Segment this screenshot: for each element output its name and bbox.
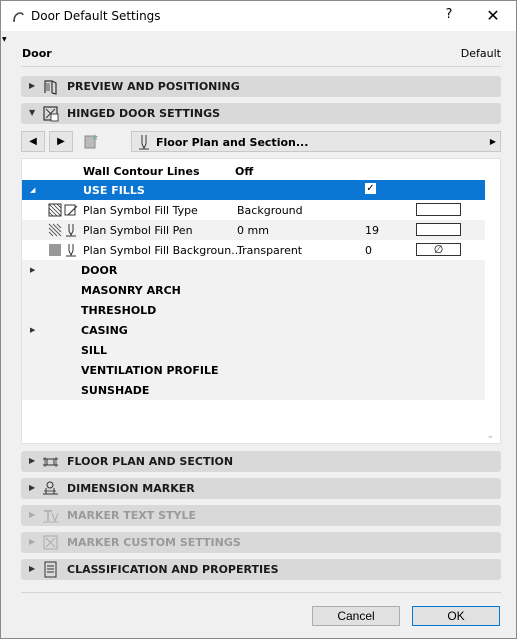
favorites-icon[interactable] (79, 131, 103, 152)
list-item[interactable] (22, 260, 485, 280)
panel-dimension-marker[interactable] (21, 478, 501, 499)
classification-icon (42, 561, 59, 578)
door-settings-icon (42, 105, 59, 122)
text-style-icon (42, 507, 59, 524)
pen-number[interactable]: 19 (365, 224, 379, 237)
close-button[interactable]: ✕ (486, 6, 500, 25)
window-title: Door Default Settings (31, 9, 161, 23)
expand-arrow-icon[interactable]: ▶ (30, 326, 36, 334)
group-label: SILL (81, 344, 108, 357)
row-value[interactable]: 0 mm (237, 224, 269, 237)
settings-mode-label: Default (460, 47, 501, 60)
panel-floor-plan-and-section[interactable] (21, 451, 501, 472)
row-label: Plan Symbol Fill Backgroun... (83, 244, 242, 257)
panel-title: MARKER CUSTOM SETTINGS (67, 536, 241, 549)
ok-button[interactable]: OK (412, 606, 500, 626)
row-label: Plan Symbol Fill Type (83, 204, 198, 217)
door-preview-icon (42, 78, 59, 95)
list-item-use-fills[interactable] (22, 180, 485, 200)
use-fills-checkbox[interactable]: ✓ (366, 183, 375, 194)
group-label: CASING (81, 324, 128, 337)
collapse-marker-icon: ▼ (2, 36, 7, 43)
previous-page-button[interactable]: ◀ (21, 131, 45, 152)
list-item[interactable] (22, 200, 485, 220)
panel-title: MARKER TEXT STYLE (67, 509, 197, 522)
fill-background-icon (48, 243, 80, 257)
list-item[interactable] (22, 300, 485, 320)
list-item[interactable] (22, 320, 485, 340)
row-label: USE FILLS (83, 184, 145, 197)
help-button[interactable]: ? (445, 7, 453, 22)
element-type-label: Door (22, 47, 52, 60)
expand-arrow-icon[interactable]: ▶ (29, 483, 36, 492)
expand-arrow-icon[interactable]: ▶ (29, 537, 36, 546)
list-item[interactable] (22, 280, 485, 300)
cancel-button[interactable]: Cancel (312, 606, 400, 626)
floor-plan-icon (42, 453, 59, 470)
scroll-down-arrow-icon[interactable]: ⌄ (486, 431, 494, 441)
list-item[interactable] (22, 240, 485, 260)
footer-divider (21, 592, 501, 593)
pen-icon (138, 134, 150, 150)
dropdown-label: Floor Plan and Section... (156, 136, 309, 149)
group-label: VENTILATION PROFILE (81, 364, 219, 377)
row-label: Wall Contour Lines (83, 165, 200, 178)
custom-settings-icon (42, 534, 59, 551)
group-label: THRESHOLD (81, 304, 157, 317)
panel-title: HINGED DOOR SETTINGS (67, 107, 221, 120)
fill-swatch[interactable] (416, 203, 461, 216)
page-selector-dropdown[interactable] (131, 131, 501, 152)
panel-preview-and-positioning[interactable] (21, 76, 501, 97)
panel-classification-and-properties[interactable] (21, 559, 501, 580)
archicad-app-icon (11, 9, 25, 23)
group-label: DOOR (81, 264, 118, 277)
panel-title: CLASSIFICATION AND PROPERTIES (67, 563, 279, 576)
group-label: SUNSHADE (81, 384, 150, 397)
panel-title: PREVIEW AND POSITIONING (67, 80, 240, 93)
expand-arrow-icon[interactable]: ▶ (29, 456, 36, 465)
header-divider (21, 66, 501, 67)
list-item[interactable] (22, 161, 485, 181)
list-item[interactable] (22, 360, 485, 380)
dropdown-arrow-icon: ▶ (489, 137, 496, 146)
row-value[interactable]: Off (235, 165, 254, 178)
row-value[interactable]: Background (237, 204, 303, 217)
expand-arrow-icon[interactable]: ▶ (29, 81, 36, 90)
expand-arrow-icon[interactable]: ▶ (30, 266, 36, 274)
collapse-arrow-icon[interactable]: ▼ (29, 108, 36, 117)
expand-arrow-icon[interactable]: ▶ (29, 510, 36, 519)
panel-marker-custom-settings[interactable] (21, 532, 501, 553)
dimension-marker-icon (42, 480, 59, 497)
expand-arrow-icon[interactable]: ▶ (29, 564, 36, 573)
pen-swatch[interactable] (416, 223, 461, 236)
collapse-arrow-icon[interactable]: ◢ (30, 186, 36, 194)
group-label: MASONRY ARCH (81, 284, 181, 297)
list-item[interactable] (22, 220, 485, 240)
panel-title: DIMENSION MARKER (67, 482, 195, 495)
panel-title: FLOOR PLAN AND SECTION (67, 455, 234, 468)
title-bar (1, 1, 516, 31)
page-toolbar (21, 131, 501, 153)
row-value[interactable]: Transparent (237, 244, 303, 257)
fill-type-icon (48, 203, 80, 217)
list-item[interactable] (22, 380, 485, 400)
list-item[interactable] (22, 340, 485, 360)
panel-hinged-door-settings[interactable] (21, 103, 501, 124)
settings-list[interactable] (21, 158, 501, 444)
row-label: Plan Symbol Fill Pen (83, 224, 193, 237)
pen-number[interactable]: 0 (365, 244, 372, 257)
fill-pen-icon (48, 223, 80, 237)
next-page-button[interactable]: ▶ (49, 131, 73, 152)
panel-marker-text-style[interactable] (21, 505, 501, 526)
transparent-swatch[interactable]: ∅ (416, 243, 461, 256)
